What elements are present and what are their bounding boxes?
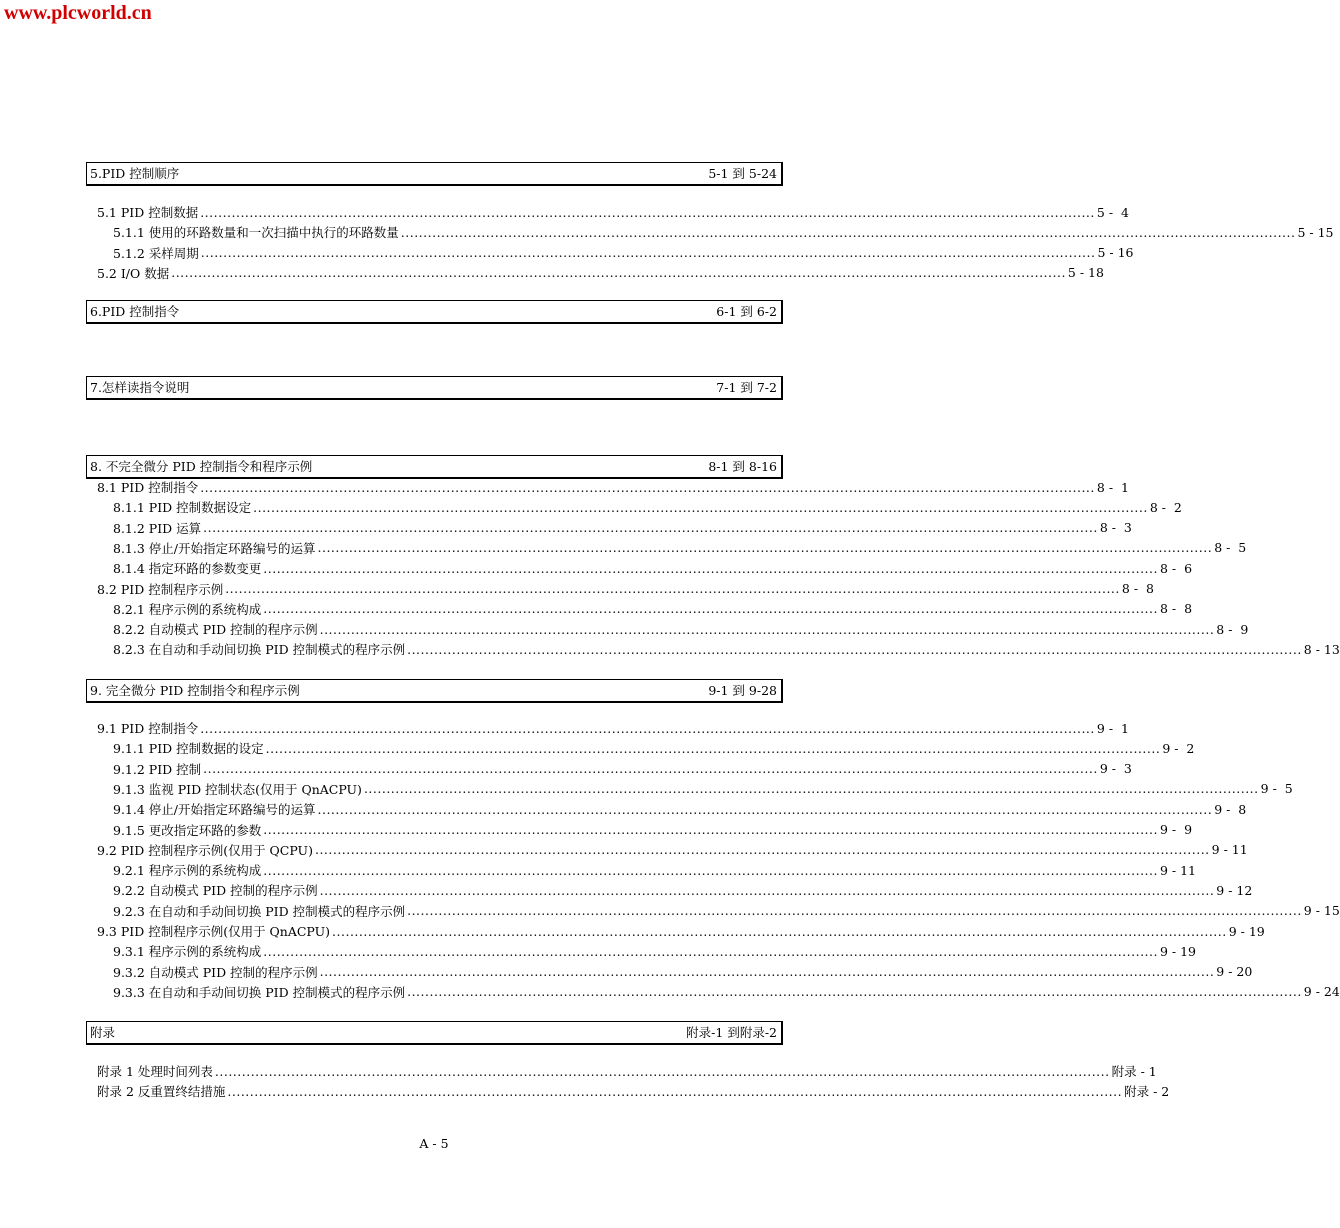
toc-entry-label: 8.1.4 指定环路的参数变更: [113, 561, 262, 577]
toc-entry-page: 9 - 11: [1211, 842, 1248, 858]
toc-entry-label: 9.2.3 在自动和手动间切换 PID 控制模式的程序示例: [113, 903, 406, 919]
toc-entry-label: 8.2.2 自动模式 PID 控制的程序示例: [113, 622, 318, 638]
section-title: 7.怎样读指令说明: [90, 380, 190, 395]
toc-entry-page: 8 - 2: [1149, 499, 1182, 515]
toc-entry[interactable]: [113, 880, 1253, 900]
toc-entry-page: 9 - 5: [1260, 781, 1293, 797]
section-page-range: 8-1 到 8-16: [708, 459, 777, 474]
toc-leader-dots: ........................................................................................................................................................................................................: [319, 882, 1215, 898]
toc-entry-page: 9 - 2: [1162, 740, 1195, 756]
toc-entry-label: 9.1.1 PID 控制数据的设定: [113, 741, 264, 757]
toc-entry[interactable]: [97, 202, 1129, 222]
toc-entry-page: 9 - 19: [1228, 923, 1265, 939]
toc-entry-label: 5.1.1 使用的环路数量和一次扫描中执行的环路数量: [113, 225, 399, 241]
toc-entry[interactable]: [113, 222, 1334, 242]
toc-leader-dots: ........................................................................................................................................................................................................: [317, 540, 1213, 556]
toc-leader-dots: ........................................................................................................................................................................................................: [263, 601, 1158, 617]
toc-entry-label: 8.1.2 PID 运算: [113, 520, 202, 536]
toc-leader-dots: ........................................................................................................................................................................................................: [200, 479, 1095, 495]
toc-entry[interactable]: [113, 982, 1340, 1002]
toc-entry-page: 附录 - 1: [1111, 1064, 1157, 1079]
toc-entry-page: 8 - 13: [1303, 641, 1340, 657]
section-header: [86, 679, 783, 703]
toc-leader-dots: ........................................................................................................................................................................................................: [203, 520, 1098, 536]
toc-entry[interactable]: [113, 497, 1182, 517]
toc-entry-label: 9.3.1 程序示例的系统构成: [113, 944, 262, 960]
toc-entry-label: 9.1 PID 控制指令: [97, 721, 199, 736]
toc-entry[interactable]: [113, 738, 1195, 758]
section-page-range: 7-1 到 7-2: [716, 380, 777, 395]
toc-entry-page: 5 - 18: [1067, 265, 1104, 281]
toc-leader-dots: ........................................................................................................................................................................................................: [227, 1083, 1123, 1099]
toc-entry[interactable]: [113, 962, 1253, 982]
toc-entry-page: 5 - 4: [1096, 204, 1129, 220]
toc-entry[interactable]: [113, 639, 1340, 659]
toc-leader-dots: ........................................................................................................................................................................................................: [319, 621, 1215, 637]
toc-entry-page: 9 - 19: [1159, 943, 1196, 959]
toc-entry-page: 9 - 20: [1216, 964, 1253, 980]
toc-leader-dots: ........................................................................................................................................................................................................: [332, 923, 1227, 939]
toc-leader-dots: ........................................................................................................................................................................................................: [203, 761, 1098, 777]
toc-entry-label: 5.1.2 采样周期: [113, 245, 199, 261]
toc-entry-page: 8 - 1: [1096, 479, 1129, 495]
toc-entry[interactable]: [113, 538, 1247, 558]
toc-entry-label: 9.3 PID 控制程序示例(仅用于 QnACPU): [97, 924, 331, 939]
section-header: [86, 376, 783, 400]
toc-entry[interactable]: [113, 901, 1340, 921]
section-page-range: 9-1 到 9-28: [708, 683, 777, 698]
toc-entry-label: 附录 1 处理时间列表: [97, 1064, 213, 1079]
toc-entry-label: 8.1 PID 控制指令: [97, 480, 199, 495]
toc-leader-dots: ........................................................................................................................................................................................................: [200, 204, 1095, 220]
toc-entry-label: 附录 2 反重置终结措施: [97, 1084, 226, 1100]
toc-entry-page: 附录 - 2: [1124, 1084, 1170, 1100]
toc-entry-page: 8 - 5: [1214, 540, 1247, 556]
toc-entry-label: 9.3.3 在自动和手动间切换 PID 控制模式的程序示例: [113, 984, 406, 1000]
section-title: 6.PID 控制指令: [90, 304, 180, 319]
watermark: www.plcworld.cn: [4, 2, 152, 24]
toc-leader-dots: ........................................................................................................................................................................................................: [363, 781, 1259, 797]
toc-entry[interactable]: [113, 558, 1193, 578]
toc-entry-label: 5.1 PID 控制数据: [97, 205, 199, 220]
toc-leader-dots: ........................................................................................................................................................................................................: [200, 720, 1095, 736]
toc-leader-dots: ........................................................................................................................................................................................................: [317, 801, 1213, 817]
section-header: [86, 1021, 783, 1045]
toc-leader-dots: ........................................................................................................................................................................................................: [263, 560, 1158, 576]
toc-entry-label: 9.1.3 监视 PID 控制状态(仅用于 QnACPU): [113, 781, 362, 797]
toc-entry[interactable]: [113, 860, 1196, 880]
toc-leader-dots: ........................................................................................................................................................................................................: [200, 245, 1096, 261]
toc-leader-dots: ........................................................................................................................................................................................................: [263, 862, 1158, 878]
toc-entry-page: 9 - 12: [1216, 882, 1253, 898]
toc-leader-dots: ........................................................................................................................................................................................................: [407, 641, 1302, 657]
toc-leader-dots: ........................................................................................................................................................................................................: [171, 265, 1066, 281]
toc-entry[interactable]: [113, 779, 1293, 799]
section-page-range: 附录-1 到附录-2: [686, 1025, 777, 1040]
section-page-range: 5-1 到 5-24: [708, 166, 777, 181]
section-header: [86, 162, 783, 186]
toc-entry-label: 9.3.2 自动模式 PID 控制的程序示例: [113, 964, 318, 980]
page-footer: A - 5: [419, 1136, 449, 1151]
toc-entry[interactable]: [113, 599, 1193, 619]
toc-entry-page: 9 - 15: [1303, 903, 1340, 919]
toc-entry-page: 9 - 1: [1096, 720, 1129, 736]
toc-entry[interactable]: [97, 477, 1129, 497]
toc-entry[interactable]: [97, 1081, 1170, 1101]
section-header: [86, 455, 783, 479]
toc-entry[interactable]: [97, 840, 1248, 860]
toc-entry-page: 8 - 9: [1216, 621, 1249, 637]
toc-leader-dots: ........................................................................................................................................................................................................: [263, 943, 1158, 959]
toc-entry[interactable]: [113, 799, 1247, 819]
toc-entry-page: 8 - 6: [1159, 560, 1193, 576]
toc-entry-label: 9.1.4 停止/开始指定环路编号的运算: [113, 802, 316, 818]
toc-entry-page: 9 - 8: [1214, 801, 1247, 817]
toc-leader-dots: ........................................................................................................................................................................................................: [400, 224, 1296, 240]
toc-entry-label: 8.1.1 PID 控制数据设定: [113, 500, 252, 516]
toc-leader-dots: ........................................................................................................................................................................................................: [319, 964, 1215, 980]
toc-leader-dots: ........................................................................................................................................................................................................: [265, 740, 1161, 756]
toc-entry-page: 9 - 11: [1159, 862, 1196, 878]
toc-leader-dots: ........................................................................................................................................................................................................: [253, 499, 1148, 515]
toc-entry[interactable]: [113, 619, 1249, 639]
toc-entry-page: 8 - 3: [1099, 520, 1132, 536]
toc-entry-label: 8.2 PID 控制程序示例: [97, 581, 224, 597]
toc-entry[interactable]: [113, 820, 1193, 840]
toc-leader-dots: ........................................................................................................................................................................................................: [214, 1063, 1110, 1079]
toc-entry[interactable]: [113, 518, 1132, 538]
toc-entry-page: 9 - 24: [1303, 984, 1340, 1000]
toc-entry-page: 8 - 8: [1159, 601, 1193, 617]
section-title: 附录: [90, 1025, 116, 1040]
toc-leader-dots: ........................................................................................................................................................................................................: [407, 903, 1302, 919]
toc-entry-label: 8.2.1 程序示例的系统构成: [113, 601, 262, 617]
toc-entry[interactable]: [113, 759, 1132, 779]
section-page-range: 6-1 到 6-2: [716, 304, 777, 319]
toc-entry[interactable]: [97, 718, 1129, 738]
toc-entry[interactable]: [113, 243, 1134, 263]
section-header: [86, 300, 783, 324]
toc-entry-label: 8.2.3 在自动和手动间切换 PID 控制模式的程序示例: [113, 642, 406, 658]
toc-entry-page: 5 - 15: [1297, 224, 1334, 240]
toc-entry-page: 9 - 9: [1159, 822, 1193, 837]
toc-leader-dots: ........................................................................................................................................................................................................: [263, 822, 1158, 837]
section-title: 8. 不完全微分 PID 控制指令和程序示例: [90, 459, 313, 474]
toc-entry-label: 9.2 PID 控制程序示例(仅用于 QCPU): [97, 842, 313, 858]
toc-entry-page: 9 - 3: [1099, 761, 1132, 777]
toc-entry-page: 8 - 8: [1121, 581, 1154, 596]
toc-entry[interactable]: [97, 1061, 1157, 1081]
toc-leader-dots: ........................................................................................................................................................................................................: [314, 842, 1210, 858]
toc-entry-page: 5 - 16: [1097, 245, 1134, 261]
toc-entry-label: 5.2 I/O 数据: [97, 265, 170, 281]
toc-entry-label: 9.2.1 程序示例的系统构成: [113, 863, 262, 879]
toc-leader-dots: ........................................................................................................................................................................................................: [225, 581, 1120, 596]
section-title: 5.PID 控制顺序: [90, 166, 180, 181]
toc-leader-dots: ........................................................................................................................................................................................................: [407, 984, 1302, 1000]
toc-entry-label: 8.1.3 停止/开始指定环路编号的运算: [113, 540, 316, 556]
toc-entry-label: 9.1.2 PID 控制: [113, 761, 202, 777]
toc-entry-label: 9.1.5 更改指定环路的参数: [113, 822, 262, 838]
toc-entry[interactable]: [97, 263, 1104, 283]
toc-entry-label: 9.2.2 自动模式 PID 控制的程序示例: [113, 883, 318, 899]
section-title: 9. 完全微分 PID 控制指令和程序示例: [90, 683, 300, 698]
toc-entry[interactable]: [97, 921, 1265, 941]
toc-entry[interactable]: [97, 579, 1154, 599]
toc-entry[interactable]: [113, 941, 1196, 961]
